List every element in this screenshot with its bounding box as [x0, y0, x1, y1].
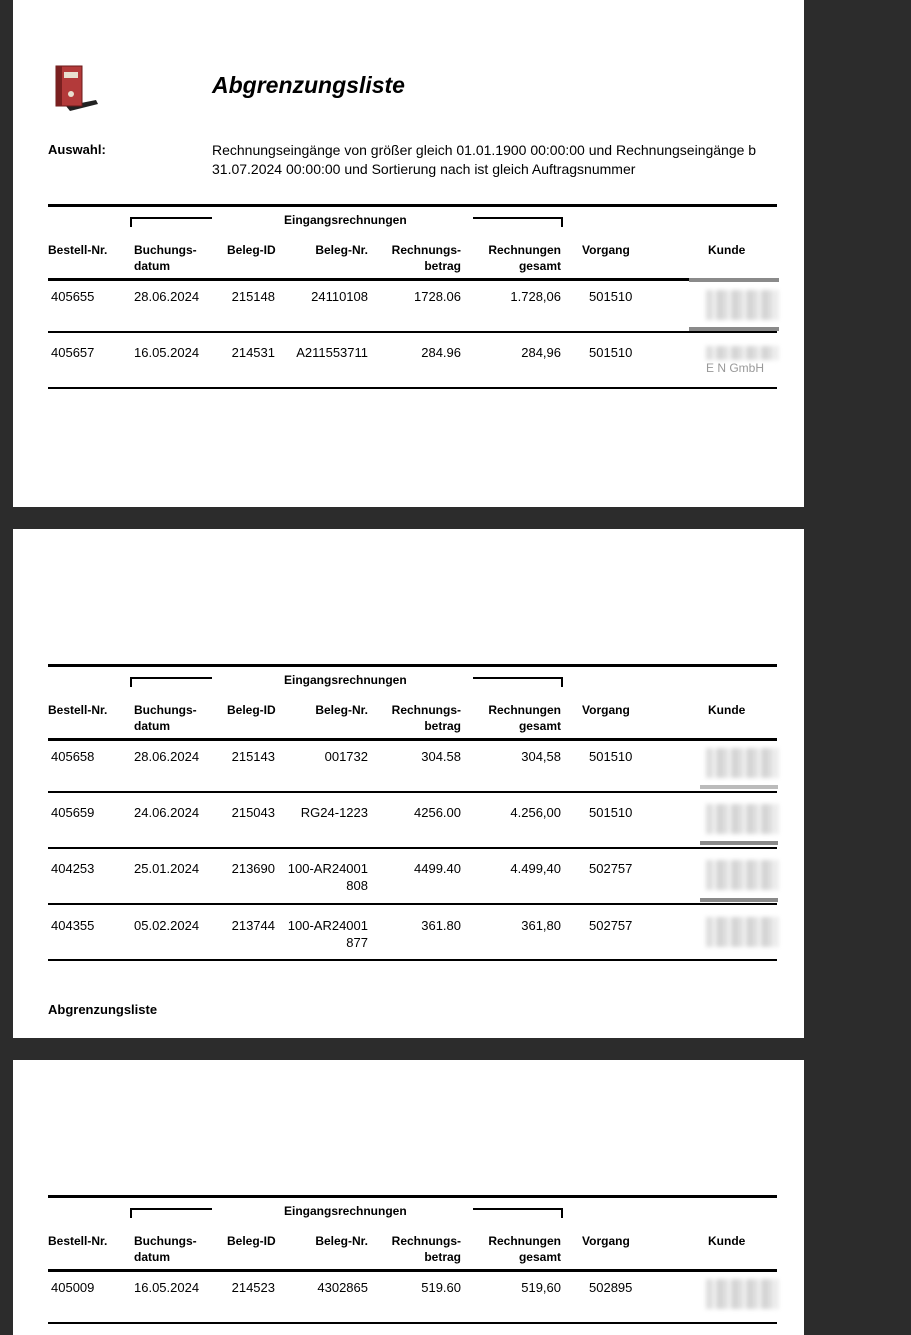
- cell-rechnungsbetrag: 284.96: [421, 345, 461, 360]
- header-beleg-id: Beleg-ID: [227, 1234, 276, 1248]
- invoice-table-2: [48, 664, 777, 964]
- cell-rechnungsbetrag: 4499.40: [414, 861, 461, 876]
- cell-beleg-id: 214531: [231, 345, 275, 360]
- row-divider: [48, 847, 777, 849]
- redaction-bar: [700, 898, 778, 902]
- cell-rechnungen-gesamt: 304,58: [521, 749, 561, 764]
- header-beleg-nr: Beleg-Nr.: [315, 1234, 368, 1248]
- cell-bestell-nr: 405658: [51, 749, 95, 764]
- cell-bestell-nr: 405659: [51, 805, 95, 820]
- header-rechnungen-gesamt: Rechnungen gesamt: [488, 1234, 561, 1264]
- cell-kunde-redacted: [706, 1279, 778, 1309]
- redaction-bar: [700, 841, 778, 845]
- group-bracket-left: [130, 217, 212, 227]
- cell-kunde-redacted: [706, 290, 778, 320]
- cell-beleg-nr: 4302865: [317, 1280, 368, 1295]
- header-bestell-nr: Bestell-Nr.: [48, 243, 108, 257]
- table-bottom-rule: [48, 387, 777, 389]
- cell-vorgang: 501510: [589, 345, 633, 360]
- cell-beleg-id: 214523: [231, 1280, 275, 1295]
- redaction-bar: [700, 785, 778, 789]
- cell-beleg-nr: 24110108: [311, 289, 368, 304]
- cell-beleg-id: 215043: [231, 805, 275, 820]
- cell-rechnungen-gesamt: 1.728,06: [510, 289, 561, 304]
- header-rechnungsbetrag: Rechnungs- betrag: [391, 703, 461, 733]
- cell-bestell-nr: 405657: [51, 345, 95, 360]
- row-divider: [48, 903, 777, 905]
- group-bracket-left: [130, 677, 212, 687]
- cell-buchungsdatum: 25.01.2024: [134, 861, 200, 876]
- cell-kunde-redacted: [706, 917, 778, 947]
- header-rechnungen-gesamt: Rechnungen gesamt: [488, 703, 561, 733]
- cell-vorgang: 501510: [589, 805, 633, 820]
- group-label: Eingangsrechnungen: [284, 1204, 407, 1218]
- cell-vorgang: 502757: [589, 918, 633, 933]
- header-beleg-id: Beleg-ID: [227, 243, 276, 257]
- invoice-table-1: [48, 204, 777, 394]
- header-beleg-id: Beleg-ID: [227, 703, 276, 717]
- cell-vorgang: 502757: [589, 861, 633, 876]
- header-bottom-rule: [48, 1269, 777, 1272]
- cell-buchungsdatum: 24.06.2024: [134, 805, 200, 820]
- cell-rechnungen-gesamt: 361,80: [521, 918, 561, 933]
- header-bottom-rule: [48, 278, 777, 281]
- header-vorgang: Vorgang: [582, 703, 630, 717]
- cell-kunde-redacted: [706, 804, 778, 834]
- header-beleg-nr: Beleg-Nr.: [315, 243, 368, 257]
- footer-label: Abgrenzungsliste: [48, 1002, 158, 1017]
- header-rechnungsbetrag: Rechnungs- betrag: [391, 243, 461, 273]
- cell-buchungsdatum: 28.06.2024: [134, 749, 200, 764]
- cell-rechnungsbetrag: 304.58: [421, 749, 461, 764]
- cell-rechnungen-gesamt: 284,96: [521, 345, 561, 360]
- header-vorgang: Vorgang: [582, 1234, 630, 1248]
- header-kunde: Kunde: [708, 243, 746, 257]
- page-title: Abgrenzungsliste: [212, 72, 405, 98]
- cell-kunde-redacted: [706, 346, 778, 360]
- cell-buchungsdatum: 05.02.2024: [134, 918, 200, 933]
- group-bracket-left: [130, 1208, 212, 1218]
- header-vorgang: Vorgang: [582, 243, 630, 257]
- cell-vorgang: 501510: [589, 289, 633, 304]
- header-bestell-nr: Bestell-Nr.: [48, 1234, 108, 1248]
- row-divider: [48, 331, 777, 333]
- cell-rechnungen-gesamt: 4.256,00: [510, 805, 561, 820]
- selection-line-2: 31.07.2024 00:00:00 und Sortierung nach ist gleich Auftragsnummer: [212, 161, 636, 177]
- group-bracket-right: [473, 1208, 563, 1218]
- cell-beleg-nr: 001732: [324, 749, 368, 764]
- table-top-rule: [48, 1195, 777, 1198]
- header-buchungsdatum: Buchungs- datum: [134, 243, 197, 273]
- cell-bestell-nr: 404253: [51, 861, 95, 876]
- header-rechnungen-gesamt: Rechnungen gesamt: [488, 243, 561, 273]
- report-page-1: [13, 0, 804, 507]
- cell-beleg-nr: 100-AR24001 877: [287, 918, 368, 950]
- cell-beleg-id: 213690: [231, 861, 275, 876]
- cell-bestell-nr: 404355: [51, 918, 95, 933]
- cell-buchungsdatum: 28.06.2024: [134, 289, 200, 304]
- header-buchungsdatum: Buchungs- datum: [134, 1234, 197, 1264]
- redaction-bar: [689, 278, 779, 282]
- cell-bestell-nr: 405655: [51, 289, 95, 304]
- cell-bestell-nr: 405009: [51, 1280, 95, 1295]
- group-label: Eingangsrechnungen: [284, 213, 407, 227]
- binder-icon: [48, 62, 100, 112]
- table-top-rule: [48, 204, 777, 207]
- cell-beleg-nr: 100-AR24001 808: [287, 861, 368, 893]
- cell-beleg-id: 215148: [231, 289, 275, 304]
- cell-rechnungsbetrag: 4256.00: [414, 805, 461, 820]
- cell-kunde-redacted: [706, 860, 778, 890]
- cell-buchungsdatum: 16.05.2024: [134, 345, 200, 360]
- header-bottom-rule: [48, 738, 777, 741]
- cell-vorgang: 502895: [589, 1280, 633, 1295]
- cell-kunde: E N GmbH: [706, 361, 765, 375]
- header-beleg-nr: Beleg-Nr.: [315, 703, 368, 717]
- cell-rechnungsbetrag: 1728.06: [414, 289, 461, 304]
- header-kunde: Kunde: [708, 703, 746, 717]
- table-bottom-rule: [48, 1322, 777, 1324]
- cell-rechnungen-gesamt: 4.499,40: [510, 861, 561, 876]
- cell-vorgang: 501510: [589, 749, 633, 764]
- cell-kunde-redacted: [706, 748, 778, 778]
- cell-beleg-nr: RG24-1223: [300, 805, 368, 820]
- table-top-rule: [48, 664, 777, 667]
- cell-buchungsdatum: 16.05.2024: [134, 1280, 200, 1295]
- header-kunde: Kunde: [708, 1234, 746, 1248]
- row-divider: [48, 791, 777, 793]
- header-buchungsdatum: Buchungs- datum: [134, 703, 197, 733]
- group-label: Eingangsrechnungen: [284, 673, 407, 687]
- cell-beleg-nr: A211553711: [296, 345, 368, 360]
- report-page-2: [13, 529, 804, 1038]
- report-page-3: [13, 1060, 804, 1335]
- selection-line-1: Rechnungseingänge von größer gleich 01.01.1900 00:00:00 und Rechnungseingänge b: [212, 142, 757, 158]
- group-bracket-right: [473, 677, 563, 687]
- cell-rechnungsbetrag: 361.80: [421, 918, 461, 933]
- cell-beleg-id: 213744: [231, 918, 275, 933]
- invoice-table-3: [48, 1195, 777, 1330]
- selection-criteria: [212, 141, 756, 179]
- group-bracket-right: [473, 217, 563, 227]
- selection-label: Auswahl:: [48, 142, 106, 157]
- cell-rechnungsbetrag: 519.60: [421, 1280, 461, 1295]
- table-bottom-rule: [48, 959, 777, 961]
- cell-rechnungen-gesamt: 519,60: [521, 1280, 561, 1295]
- cell-beleg-id: 215143: [231, 749, 275, 764]
- header-rechnungsbetrag: Rechnungs- betrag: [391, 1234, 461, 1264]
- header-bestell-nr: Bestell-Nr.: [48, 703, 108, 717]
